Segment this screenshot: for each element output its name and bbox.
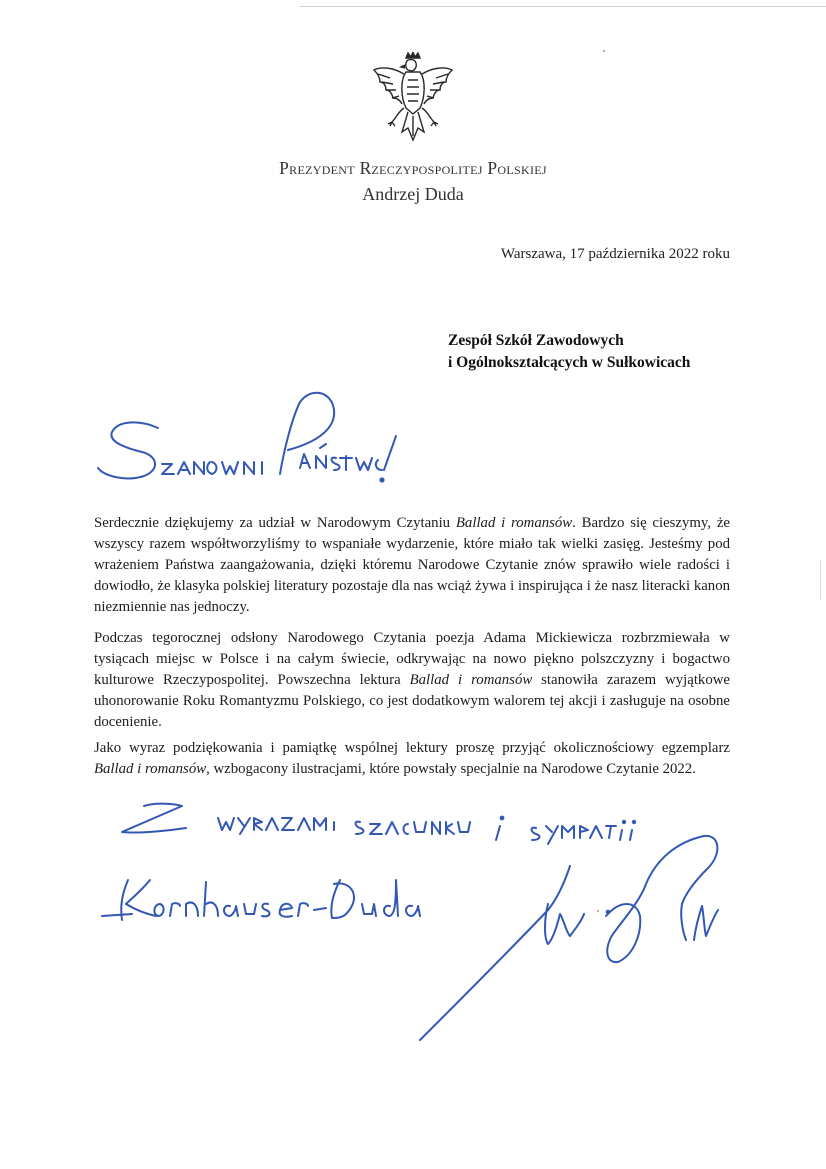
signature-left-handwriting <box>314 880 420 918</box>
closing-handwriting <box>218 818 334 834</box>
paragraph-3-text: , wzbogacony ilustracjami, które powstały specjalnie na Narodowe Czytanie 2022. <box>206 761 696 777</box>
scan-edge-line <box>300 6 826 7</box>
paragraph-3 <box>94 738 730 780</box>
paragraph-2 <box>94 628 730 733</box>
book-title: Ballad i romansów <box>94 761 207 777</box>
book-title: Ballad i romansów <box>455 515 573 531</box>
paragraph-2-text: Podczas tegorocznej odsłony Narodowego Czytania poezja Adama Mickiewicza rozbrzmiewała w tysiącach miejsc w Polsce i na całym świecie, odkrywając na nowo piękno polszczyzny i bogactwo kulturowe Rzeczypospolitej. Powszechna lektura <box>94 630 730 688</box>
paragraph-1-text: Serdecznie dziękujemy za udział w Narodowym Czytaniu <box>94 515 456 531</box>
paragraph-3-text: Jako wyraz podziękowania i pamiątkę wspólnej lektury proszę przyjąć okolicznościowy egzemplarz <box>94 740 730 756</box>
recipient-block <box>448 330 690 374</box>
scan-speck <box>603 50 605 52</box>
salutation-handwriting <box>280 393 334 474</box>
book-title: Ballad i romansów <box>409 672 533 688</box>
salutation-handwriting <box>384 436 396 470</box>
paragraph-1-text: . Bardzo się cieszymy, że wszyscy razem współtworzyliśmy to wspaniałe wydarzenie, które miało tak wielki zasięg. Jesteśmy pod wrażeniem Państwa zaangażowania, dzięki któremu Narodowe Czytanie znów sprawiło wiele radości i dowiodło, że klasyka polskiej literatury pozostaje dla nas wciąż żywa i inspirująca i że nasz literacki kanon niezmiennie nas jednoczy. <box>94 515 730 615</box>
letter-date: Warszawa, 17 października 2022 roku <box>500 246 730 262</box>
polish-eagle-emblem-icon <box>368 52 458 148</box>
scan-speck <box>597 910 599 912</box>
signature-right-handwriting <box>694 906 718 940</box>
signature-right-handwriting <box>606 836 717 962</box>
signature-right-handwriting <box>420 866 584 1040</box>
president-name: Andrzej Duda <box>362 184 464 204</box>
recipient-line-2: i Ogólnokształcących w Sułkowicach <box>448 354 691 371</box>
salutation-handwriting <box>300 444 382 470</box>
scan-edge-mark <box>820 560 821 600</box>
closing-handwriting <box>532 826 633 844</box>
closing-handwriting <box>356 822 471 834</box>
salutation-handwriting <box>162 462 262 474</box>
signature-left-handwriting <box>102 880 156 920</box>
paragraph-2-text: stanowiła zarazem wyjątkowe uhonorowanie Roku Romantyzmu Polskiego, co jest dodatkowym walorem tej akcji i zasługuje na osobne docenienie. <box>94 672 730 730</box>
signature-left-handwriting <box>154 882 308 917</box>
paragraph-1 <box>94 513 730 618</box>
closing-handwriting <box>122 804 186 833</box>
office-title: Prezydent Rzeczypospolitej Polskiej <box>279 158 547 178</box>
recipient-line-1: Zespół Szkół Zawodowych <box>448 332 624 349</box>
closing-handwriting <box>496 826 500 840</box>
salutation-handwriting <box>98 422 158 478</box>
